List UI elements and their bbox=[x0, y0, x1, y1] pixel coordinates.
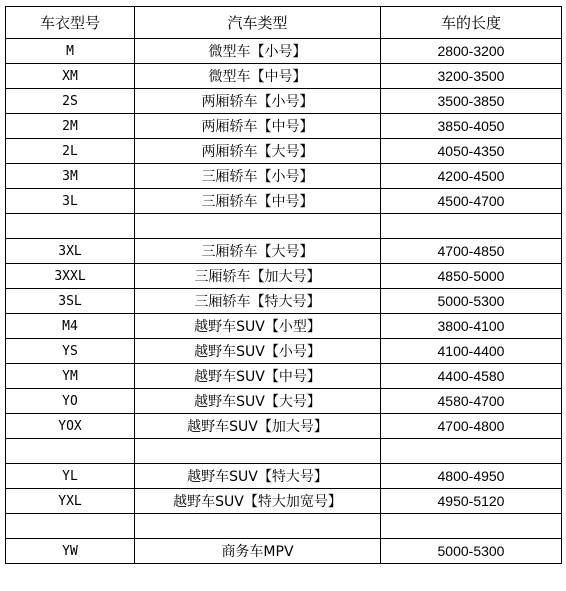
cell-car-type: 越野车SUV【大号】 bbox=[135, 389, 381, 414]
table-row bbox=[6, 489, 562, 514]
table-row bbox=[6, 139, 562, 164]
table-row bbox=[6, 164, 562, 189]
cell-cover-model: YXL bbox=[6, 489, 135, 514]
cell-car-length: 4800-4950 bbox=[381, 464, 562, 489]
cell-car-type: 两厢轿车【中号】 bbox=[135, 114, 381, 139]
cell-car-length: 5000-5300 bbox=[381, 289, 562, 314]
cell-cover-model: 2M bbox=[6, 114, 135, 139]
cell-car-length bbox=[381, 439, 562, 464]
cell-cover-model bbox=[6, 514, 135, 539]
cell-car-type: 商务车MPV bbox=[135, 539, 381, 564]
cell-car-type: 越野车SUV【小号】 bbox=[135, 339, 381, 364]
table-row bbox=[6, 339, 562, 364]
cell-car-type: 越野车SUV【加大号】 bbox=[135, 414, 381, 439]
cell-car-length: 4700-4800 bbox=[381, 414, 562, 439]
table-header-row bbox=[6, 7, 562, 39]
table-row bbox=[6, 414, 562, 439]
cell-car-type: 微型车【小号】 bbox=[135, 39, 381, 64]
cell-cover-model: YL bbox=[6, 464, 135, 489]
cell-car-type: 两厢轿车【大号】 bbox=[135, 139, 381, 164]
cell-car-length: 2800-3200 bbox=[381, 39, 562, 64]
table-row bbox=[6, 114, 562, 139]
cell-cover-model bbox=[6, 214, 135, 239]
cell-cover-model: YW bbox=[6, 539, 135, 564]
header-cover-model: 车衣型号 bbox=[6, 7, 135, 39]
table-row bbox=[6, 39, 562, 64]
cell-car-type: 三厢轿车【加大号】 bbox=[135, 264, 381, 289]
header-car-length: 车的长度 bbox=[381, 7, 562, 39]
cell-car-type: 越野车SUV【小型】 bbox=[135, 314, 381, 339]
cell-car-length: 4400-4580 bbox=[381, 364, 562, 389]
table-row bbox=[6, 464, 562, 489]
table-body bbox=[6, 39, 562, 564]
cell-cover-model: 3L bbox=[6, 189, 135, 214]
cell-car-type bbox=[135, 214, 381, 239]
cell-car-length: 4050-4350 bbox=[381, 139, 562, 164]
cell-car-length: 3850-4050 bbox=[381, 114, 562, 139]
cell-car-length bbox=[381, 214, 562, 239]
cell-cover-model: 2L bbox=[6, 139, 135, 164]
table-row bbox=[6, 64, 562, 89]
table-row bbox=[6, 264, 562, 289]
cell-car-type: 三厢轿车【大号】 bbox=[135, 239, 381, 264]
table-row bbox=[6, 189, 562, 214]
table-row bbox=[6, 214, 562, 239]
cell-car-type: 三厢轿车【小号】 bbox=[135, 164, 381, 189]
table-row bbox=[6, 289, 562, 314]
cell-car-length: 3500-3850 bbox=[381, 89, 562, 114]
cell-car-type: 越野车SUV【特大加宽号】 bbox=[135, 489, 381, 514]
cell-car-length: 4850-5000 bbox=[381, 264, 562, 289]
cell-car-length bbox=[381, 514, 562, 539]
header-car-type: 汽车类型 bbox=[135, 7, 381, 39]
cell-car-length: 4500-4700 bbox=[381, 189, 562, 214]
cell-cover-model: M4 bbox=[6, 314, 135, 339]
table-row bbox=[6, 364, 562, 389]
cell-cover-model bbox=[6, 439, 135, 464]
cell-car-type bbox=[135, 514, 381, 539]
table-row bbox=[6, 514, 562, 539]
cell-car-type: 三厢轿车【中号】 bbox=[135, 189, 381, 214]
table-row bbox=[6, 389, 562, 414]
table-row bbox=[6, 314, 562, 339]
cell-car-type: 三厢轿车【特大号】 bbox=[135, 289, 381, 314]
cell-cover-model: 3SL bbox=[6, 289, 135, 314]
table-row bbox=[6, 439, 562, 464]
cell-car-length: 4950-5120 bbox=[381, 489, 562, 514]
cell-car-length: 4200-4500 bbox=[381, 164, 562, 189]
cell-cover-model: XM bbox=[6, 64, 135, 89]
cell-car-length: 5000-5300 bbox=[381, 539, 562, 564]
cell-cover-model: YS bbox=[6, 339, 135, 364]
cell-cover-model: YOX bbox=[6, 414, 135, 439]
cell-car-type bbox=[135, 439, 381, 464]
cell-car-type: 越野车SUV【中号】 bbox=[135, 364, 381, 389]
cell-car-length: 4700-4850 bbox=[381, 239, 562, 264]
cell-cover-model: 3XL bbox=[6, 239, 135, 264]
cell-cover-model: 3M bbox=[6, 164, 135, 189]
car-cover-size-table bbox=[5, 6, 562, 564]
cell-car-length: 4580-4700 bbox=[381, 389, 562, 414]
cell-cover-model: M bbox=[6, 39, 135, 64]
cell-cover-model: 3XXL bbox=[6, 264, 135, 289]
cell-car-type: 微型车【中号】 bbox=[135, 64, 381, 89]
table-row bbox=[6, 89, 562, 114]
cell-car-length: 4100-4400 bbox=[381, 339, 562, 364]
cell-car-length: 3200-3500 bbox=[381, 64, 562, 89]
cell-cover-model: YO bbox=[6, 389, 135, 414]
cell-car-type: 越野车SUV【特大号】 bbox=[135, 464, 381, 489]
table-row bbox=[6, 239, 562, 264]
cell-car-type: 两厢轿车【小号】 bbox=[135, 89, 381, 114]
cell-cover-model: 2S bbox=[6, 89, 135, 114]
table-row bbox=[6, 539, 562, 564]
cell-car-length: 3800-4100 bbox=[381, 314, 562, 339]
cell-cover-model: YM bbox=[6, 364, 135, 389]
